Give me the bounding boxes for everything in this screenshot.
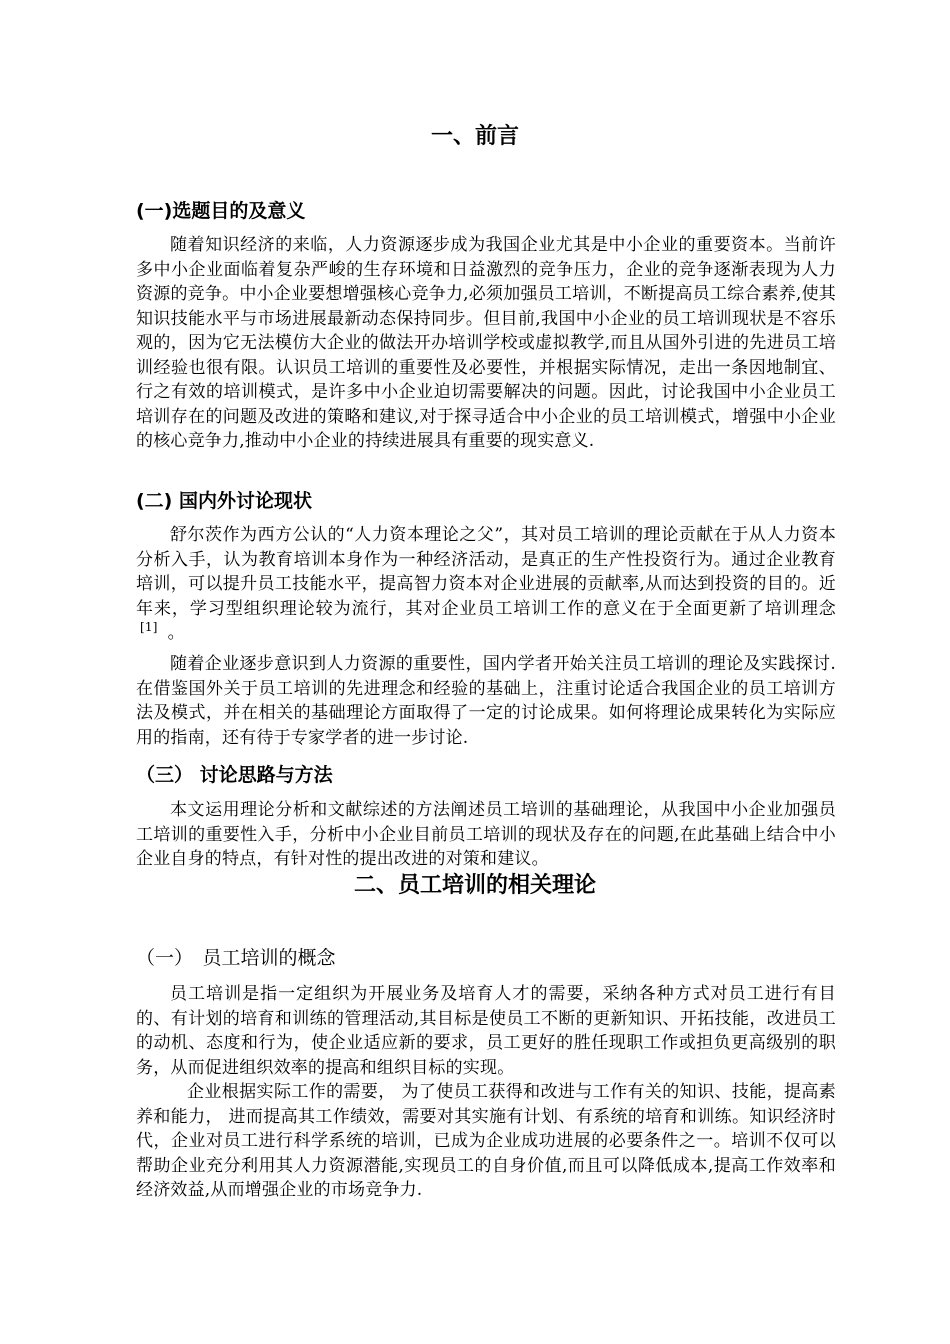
section-2-1-heading: （一） 员工培训的概念: [136, 947, 336, 969]
section-1-1-paragraph: 随着知识经济的来临，人力资源逐步成为我国企业尤其是中小企业的重要资本。当前许多中小企业面临着复杂严峻的生存环境和日益激烈的竞争压力，企业的竞争逐渐表现为人力资源的竞争。中小企业要想增强核心竞争力,必须加强员工培训，不断提高员工综合素养,使其知识技能水平与市场进展最新动态保持同步。但目前,我国中小企业的员工培训现状是不容乐观的，因为它无法模仿大企业的做法开办培训学校或虚拟教学,而且从国外引进的先进员工培训经验也很有限。认识员工培训的重要性及必要性，并根据实际情况，走出一条因地制宜、行之有效的培训模式，是许多中小企业迫切需要解决的问题。因此，讨论我国中小企业员工培训存在的问题及改进的策略和建议,对于探寻适合中小企业的员工培训模式，增强中小企业的核心竞争力,推动中小企业的持续进展具有重要的现实意义.: [136, 235, 836, 451]
section-2-1-paragraph-2: 企业根据实际工作的需要， 为了使员工获得和改进与工作有关的知识、技能，提高素养和能力， 进而提高其工作绩效，需要对其实施有计划、有系统的培育和训练。知识经济时代，企业对员工进行科学系统的培训，已成为企业成功进展的必要条件之一。培训不仅可以帮助企业充分利用其人力资源潜能,实现员工的自身价值,而且可以降低成本,提高工作效率和经济效益,从而增强企业的市场竞争力.: [136, 1082, 836, 1200]
chapter-2-title: 二、员工培训的相关理论: [353, 873, 596, 898]
citation-marker: [1]: [140, 620, 158, 635]
section-1-2-paragraph-2: 随着企业逐步意识到人力资源的重要性，国内学者开始关注员工培训的理论及实践探讨.在借鉴国外关于员工培训的先进理念和经验的基础上，注重讨论适合我国企业的员工培训方法及模式，并在相关的基础理论方面取得了一定的讨论成果。如何将理论成果转化为实际应用的指南，还有待于专家学者的进一步讨论.: [136, 654, 836, 748]
section-1-1-heading: (一)选题目的及意义: [136, 200, 306, 222]
section-1-3-paragraph: 本文运用理论分析和文献综述的方法阐述员工培训的基础理论，从我国中小企业加强员工培训的重要性入手，分析中小企业目前员工培训的现状及存在的问题,在此基础上结合中小企业自身的特点，有针对性的提出改进的对策和建议。: [136, 800, 836, 869]
section-1-2-heading: (二) 国内外讨论现状: [136, 490, 312, 512]
section-2-1-paragraph-1: 员工培训是指一定组织为开展业务及培育人才的需要，采纳各种方式对员工进行有目的、有计划的培育和训练的管理活动,其目标是使员工不断的更新知识、开拓技能，改进员工的动机、态度和行为，使企业适应新的要求，员工更好的胜任现职工作或担负更高级别的职务，从而促进组织效率的提高和组织目标的实现。: [136, 984, 836, 1078]
chapter-1-title: 一、前言: [430, 124, 519, 149]
paragraph-text: 舒尔茨作为西方公认的“人力资本理论之父”，其对员工培训的理论贡献在于从人力资本分析入手，认为教育培训本身作为一种经济活动，是真正的生产性投资行为。通过企业教育培训，可以提升员工技能水平，提高智力资本对企业进展的贡献率,从而达到投资的目的。近年来，学习型组织理论较为流行，其对企业员工培训工作的意义在于全面更新了培训理念: [136, 525, 836, 619]
section-1-3-heading: （三） 讨论思路与方法: [136, 764, 333, 786]
paragraph-end: 。: [167, 623, 185, 643]
section-1-2-paragraph-1: [136, 523, 836, 646]
